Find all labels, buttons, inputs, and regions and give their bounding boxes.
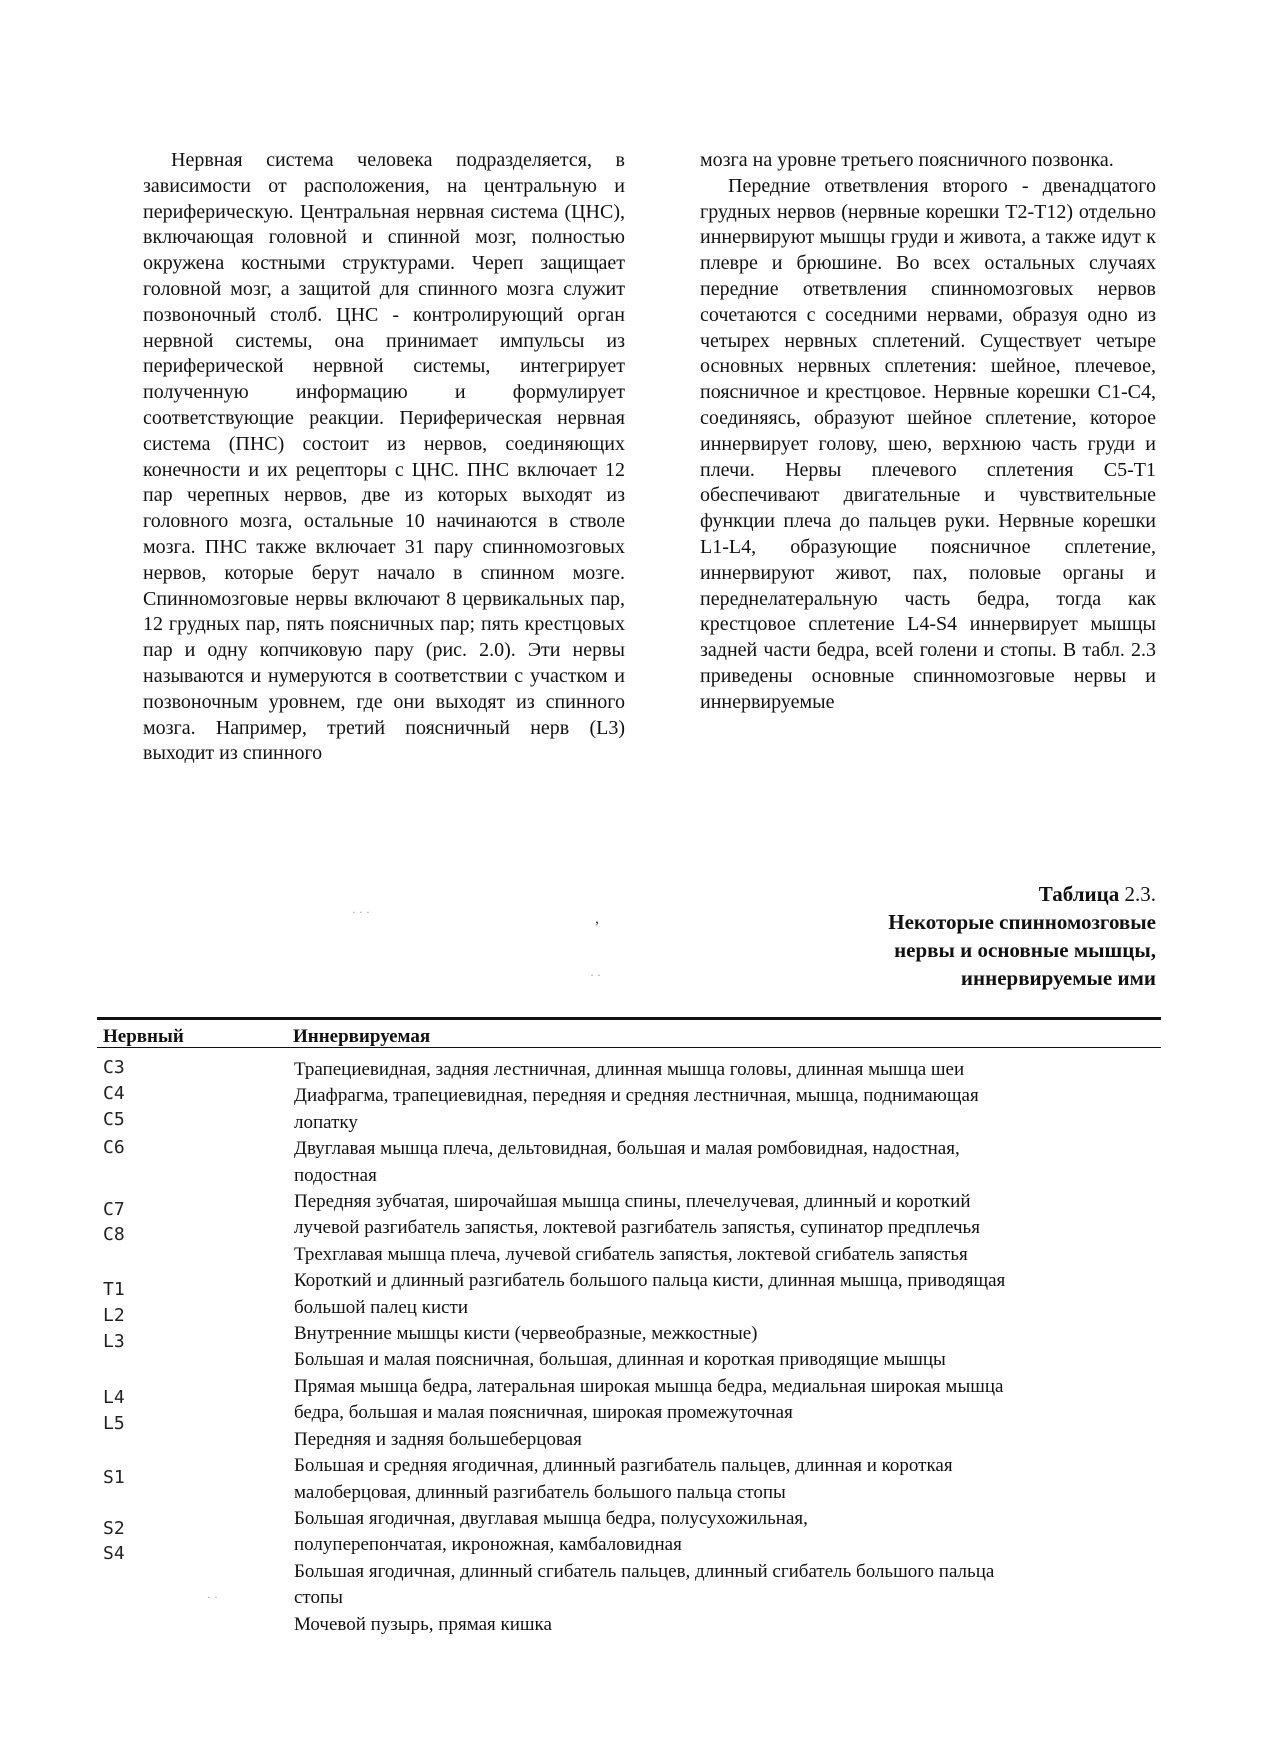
nerve-label: L2 <box>103 1305 125 1326</box>
nerve-label: C3 <box>103 1057 125 1078</box>
muscle-line: Прямая мышца бедра, латеральная широкая мышца бедра, медиальная широкая мышца <box>294 1375 1004 1397</box>
scan-speck: · · <box>207 1590 218 1604</box>
caption-label: Таблица <box>1038 882 1120 906</box>
muscle-column <box>294 1057 1174 1638</box>
muscle-line: Большая ягодичная, длинный сгибатель пальцев, длинный сгибатель большого пальца <box>294 1560 995 1582</box>
nerve-label: S1 <box>103 1467 125 1488</box>
nerve-label: C5 <box>103 1109 125 1130</box>
nerve-label: L4 <box>103 1387 125 1408</box>
table-top-rule <box>97 1017 1161 1020</box>
header-nerve: Нервный <box>103 1026 184 1047</box>
nerve-label: L3 <box>103 1331 125 1352</box>
nerve-label: C7 <box>103 1199 125 1220</box>
nerve-label: C4 <box>103 1083 125 1104</box>
muscle-line: подостная <box>294 1164 377 1186</box>
left-column <box>143 148 625 767</box>
nerve-label: S2 <box>103 1518 125 1539</box>
scan-speck: · · · <box>352 905 370 919</box>
nerve-label: L5 <box>103 1413 125 1434</box>
scan-speck: , <box>595 910 599 927</box>
table-header-rule <box>97 1047 1161 1048</box>
muscle-line: малоберцовая, длинный разгибатель большого пальца стопы <box>294 1481 786 1503</box>
caption-line-3: иннервируемые ими <box>960 966 1156 990</box>
header-muscles: Иннервируемая <box>293 1026 431 1047</box>
muscle-line: большой палец кисти <box>294 1296 469 1318</box>
muscle-line: Передняя зубчатая, широчайшая мышца спины, плечелучевая, длинный и короткий <box>294 1191 971 1213</box>
muscle-line: лучевой разгибатель запястья, локтевой разгибатель запястья, супинатор предплечья <box>294 1217 980 1239</box>
nerve-label: S4 <box>103 1543 125 1564</box>
table-caption <box>888 880 1156 992</box>
muscle-line: Короткий и длинный разгибатель большого пальца кисти, длинная мышца, приводящая <box>294 1270 1006 1292</box>
muscle-line: Большая и средняя ягодичная, длинный разгибатель пальцев, длинная и короткая <box>294 1455 953 1477</box>
muscle-line: Передняя и задняя большеберцовая <box>294 1428 582 1450</box>
muscle-line: Трехглавая мышца плеча, лучевой сгибатель запястья, локтевой сгибатель запястья <box>294 1243 968 1265</box>
muscle-line: Двуглавая мышца плеча, дельтовидная, большая и малая ромбовидная, надостная, <box>294 1138 960 1160</box>
caption-title-line <box>888 880 1156 908</box>
muscle-line: стопы <box>294 1587 343 1609</box>
nerve-label: C8 <box>103 1224 125 1245</box>
right-paragraph-2: Передние ответвления второго - двенадцатого грудных нервов (нервные корешки T2-T12) отдельно иннервируют мышцы груди и живота, а также идут к плевре и брюшине. Во всех остальных случаях передние ответвления спинномозговых нервов сочетаются с соседними нервами, образуя одно из четырех нервных сплетений. Существует четыре основных нервных сплетения: шейное, плечевое, поясничное и крестцовое. Нервные корешки C1-C4, соединяясь, образуют шейное сплетение, которое иннервирует голову, шею, верхнюю часть груди и плечи. Нервы плечевого сплетения C5-T1 обеспечивают двигательные и чувствительные функции плеча до пальцев руки. Нервные корешки L1-L4, образующие поясничное сплетение, иннервируют живот, пах, половые органы и переднелатеральную часть бедра, тогда как крестцовое сплетение L4-S4 иннервирует мышцы задней части бедра, всей голени и стопы. В табл. 2.3 приведены основные спинномозговые нервы и иннервируемые <box>700 174 1156 713</box>
nerve-label: C6 <box>103 1137 125 1158</box>
muscle-line: Внутренние мышцы кисти (червеобразные, межкостные) <box>294 1323 758 1345</box>
muscle-line: Мочевой пузырь, прямая кишка <box>294 1613 552 1635</box>
right-paragraph-1: мозга на уровне третьего поясничного позвонка. <box>700 149 1114 171</box>
right-column <box>700 148 1156 716</box>
left-paragraph: Нервная система человека подразделяется, в зависимости от расположения, на центральную и периферическую. Центральная нервная система (ЦНС), включающая головной и спинной мозг, полностью окружена костными структурами. Череп защищает головной мозг, а защитой для спинного мозга служит позвоночный столб. ЦНС - контролирующий орган нервной системы, она принимает импульсы из периферической нервной системы, интегрирует полученную информацию и формулирует соответствующие реакции. Периферическая нервная система (ПНС) состоит из нервов, соединяющих конечности и их рецепторы с ЦНС. ПНС включает 12 пар черепных нервов, две из которых выходят из головного мозга, остальные 10 начинаются в стволе мозга. ПНС также включает 31 пару спинномозговых нервов, которые берут начало в спинном мозге. Спинномозговые нервы включают 8 цервикальных пар, 12 грудных пар, пять поясничных пар; пять крестцовых пар и одну копчиковую пару (рис. 2.0). Эти нервы называются и нумеруются в соответствии с участком и позвоночным уровнем, где они выходят из спинного мозга. Например, третий поясничный нерв (L3) выходит из спинного <box>143 149 625 765</box>
muscle-line: Трапециевидная, задняя лестничная, длинная мышца головы, длинная мышца шеи <box>294 1059 965 1080</box>
caption-line-1: Некоторые спинномозговые <box>888 910 1156 934</box>
muscle-line: лопатку <box>294 1111 358 1133</box>
caption-line-2: нервы и основные мышцы, <box>894 938 1156 962</box>
caption-number: 2.3. <box>1124 882 1156 906</box>
muscle-line: полуперепончатая, икроножная, камбаловидная <box>294 1534 682 1556</box>
nerve-label: T1 <box>103 1279 125 1300</box>
scan-speck: · · <box>590 968 601 982</box>
muscle-line: Диафрагма, трапециевидная, передняя и средняя лестничная, мышца, поднимающая <box>294 1085 979 1107</box>
muscle-line: бедра, большая и малая поясничная, широкая промежуточная <box>294 1402 793 1424</box>
muscle-line: Большая и малая поясничная, большая, длинная и короткая приводящие мышцы <box>294 1349 946 1371</box>
muscle-line: Большая ягодичная, двуглавая мышца бедра, полусухожильная, <box>294 1507 808 1529</box>
